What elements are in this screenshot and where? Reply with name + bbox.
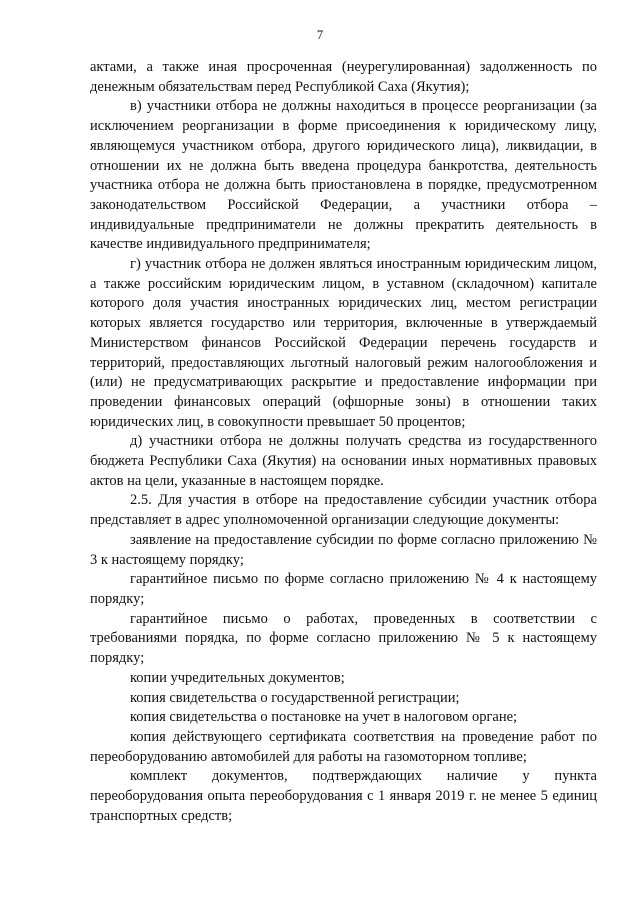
list-item-experience-docs: комплект документов, подтверждающих наличие у пункта переоборудования опыта переоборудования с 1 января 2019 г. не менее 5 единиц транспортных средств; <box>90 768 597 824</box>
list-item-works-letter: гарантийное письмо о работах, проведенных в соответствии с требованиями порядка, по форме согласно приложению № 5 к настоящему порядку; <box>90 610 597 667</box>
list-item-conformity-cert: копия действующего сертификата соответствия на проведение работ по переоборудованию автомобилей для работы на газомоторном топливе; <box>90 728 597 765</box>
list-item-founding-docs: копии учредительных документов; <box>130 669 345 686</box>
page-number: 7 <box>316 28 324 42</box>
list-item-guarantee-letter: гарантийное письмо по форме согласно приложению № 4 к настоящему порядку; <box>90 571 597 607</box>
document-body <box>90 58 597 826</box>
paragraph-item-v: в) участники отбора не должны находиться в процессе реорганизации (за исключением реорганизации в форме присоединения к юридическому лицу, являющемуся участником отбора, другого юридического лица), ликвидации, в отношении их не должна быть введена процедура банкротства, деятельность участника отбора не должна быть приостановлена в порядке, предусмотренном законодательством Российской Федерации, а участники отбора – индивидуальные предприниматели не должны прекратить деятельность в качестве индивидуального предпринимателя; <box>90 98 597 253</box>
paragraph-section-2-5: 2.5. Для участия в отборе на предоставление субсидии участник отбора представляет в адрес уполномоченной организации следующие документы: <box>90 492 597 529</box>
list-item-tax-cert: копия свидетельства о постановке на учет в налоговом органе; <box>130 709 518 726</box>
paragraph-item-d: д) участники отбора не должны получать средства из государственного бюджета Республики Саха (Якутия) на основании иных нормативных правовых актов на цели, указанные в настоящем порядке. <box>90 433 597 489</box>
paragraph-item-g: г) участник отбора не должен являться иностранным юридическим лицом, а также российским юридическим лицом, в уставном (складочном) капитале которого доля участия иностранных юридических лиц, местом регистрации которых является государство или территория, включенные в утверждаемый Министерством финансов Российской Федерации перечень государств и территорий, предоставляющих льготный налоговый режим налогообложения и (или) не предусматривающих раскрытие и предоставление информации при проведении финансовых операций (офшорные зоны) в отношении таких юридических лиц, в совокупности превышает 50 процентов; <box>90 256 597 430</box>
list-item-application: заявление на предоставление субсидии по форме согласно приложению № 3 к настоящему порядку; <box>90 531 597 568</box>
paragraph-continuation: актами, а также иная просроченная (неурегулированная) задолженность по денежным обязательствам перед Республикой Саха (Якутия); <box>90 59 597 95</box>
list-item-registration-cert: копия свидетельства о государственной регистрации; <box>130 689 460 706</box>
